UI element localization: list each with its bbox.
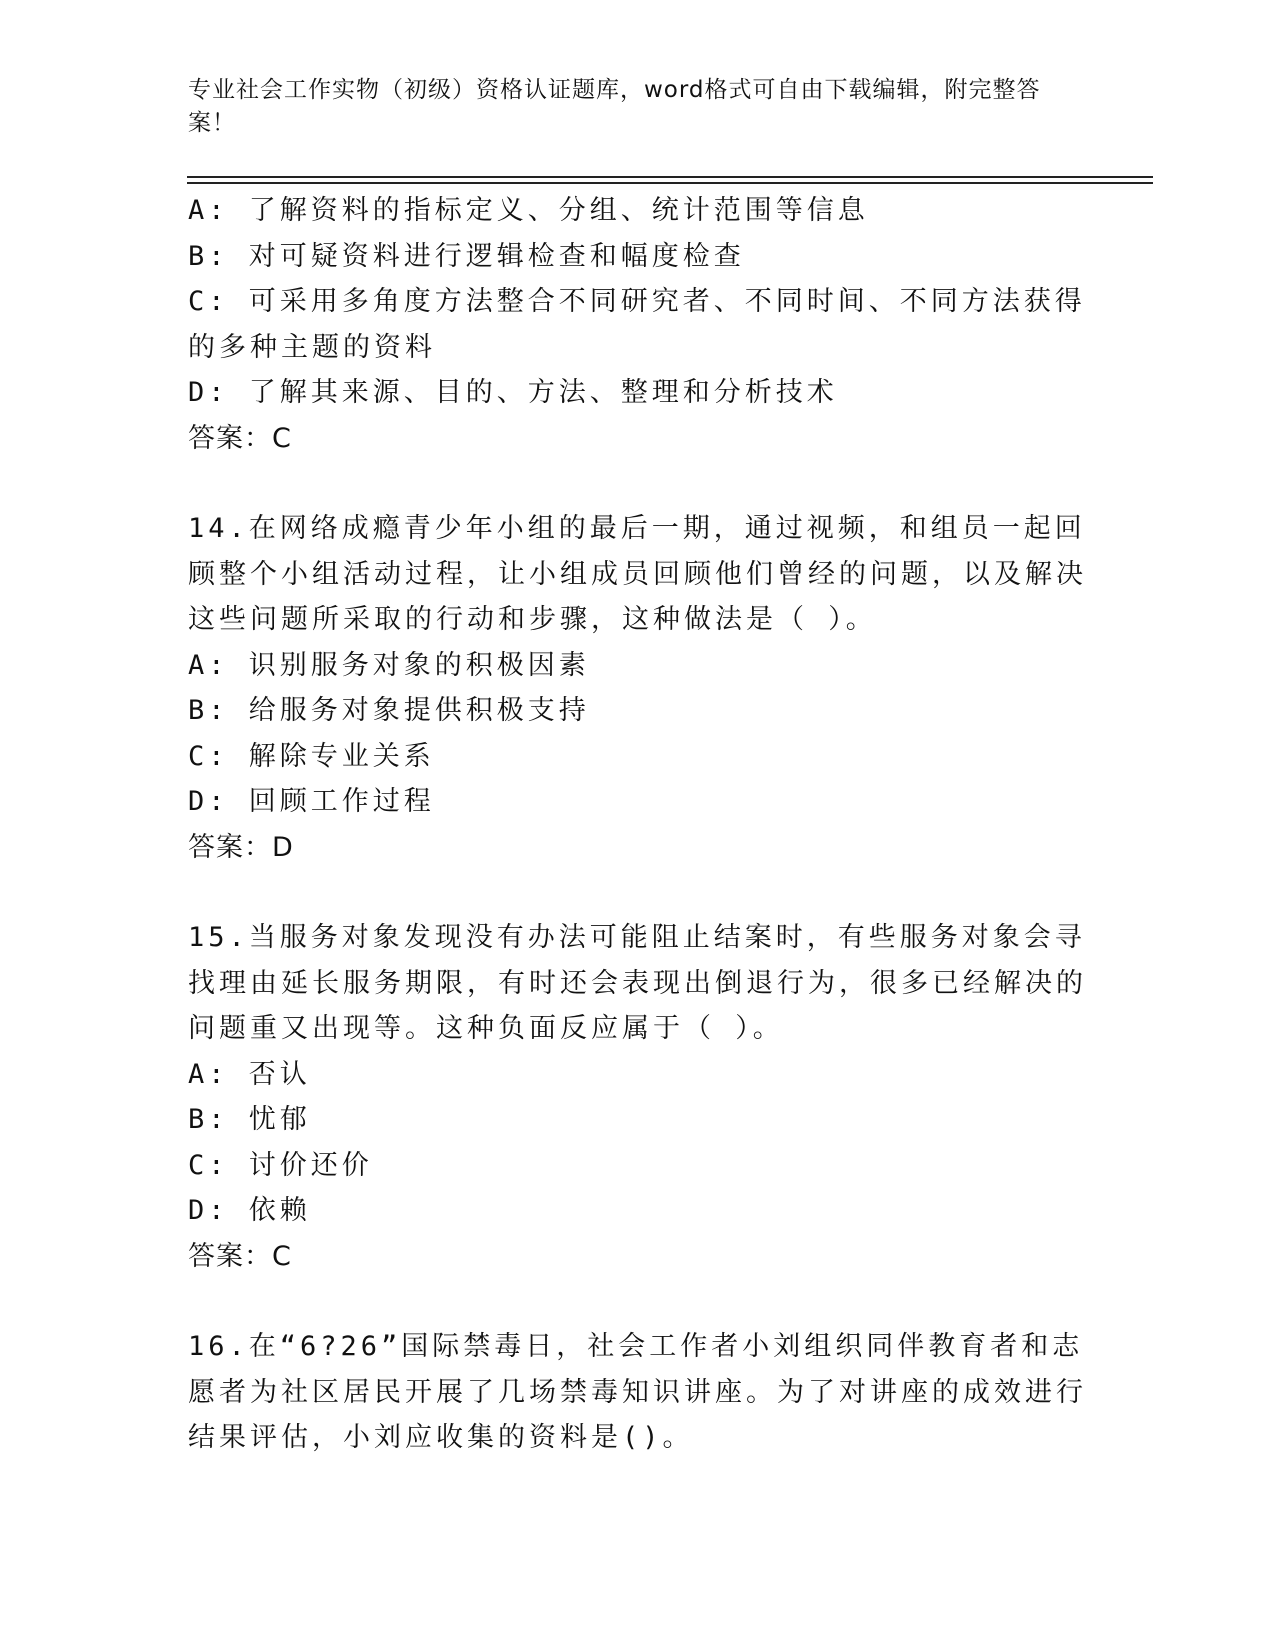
answer: 答案：D xyxy=(188,831,294,863)
option-b: B: 给服务对象提供积极支持 xyxy=(188,695,590,726)
option-d: D: 依赖 xyxy=(188,1195,311,1226)
option-c: C: 解除专业关系 xyxy=(188,740,435,772)
option-b: B: 忧郁 xyxy=(188,1104,311,1135)
question-text: 14.在网络成瘾青少年小组的最后一期，通过视频，和组员一起回顾整个小组活动过程，让小组成员回顾他们曾经的问题，以及解决这些问题所采取的行动和步骤，这种做法是（ ）。 xyxy=(188,513,1087,635)
question-16 xyxy=(188,1324,1088,1461)
header-rule-top xyxy=(187,176,1153,178)
document-header: 专业社会工作实物（初级）资格认证题库，word格式可自由下载编辑，附完整答案！ xyxy=(188,77,1041,136)
question-14 xyxy=(188,506,1088,870)
question-text: 15.当服务对象发现没有办法可能阻止结案时，有些服务对象会寻找理由延长服务期限，有时还会表现出倒退行为，很多已经解决的问题重又出现等。这种负面反应属于（ ）。 xyxy=(188,922,1087,1044)
document-body xyxy=(188,188,1088,1461)
spacer xyxy=(188,461,1088,506)
option-c: C: 可采用多角度方法整合不同研究者、不同时间、不同方法获得的多种主题的资料 xyxy=(188,286,1086,363)
option-c: C: 讨价还价 xyxy=(188,1149,373,1181)
question-13-options xyxy=(188,188,1088,461)
option-d: D: 了解其来源、目的、方法、整理和分析技术 xyxy=(188,377,838,408)
spacer xyxy=(188,870,1088,915)
spacer xyxy=(188,1279,1088,1324)
option-a: A: 否认 xyxy=(188,1058,311,1090)
option-d: D: 回顾工作过程 xyxy=(188,786,435,817)
option-b: B: 对可疑资料进行逻辑检查和幅度检查 xyxy=(188,240,745,272)
question-15 xyxy=(188,915,1088,1279)
option-a: A: 了解资料的指标定义、分组、统计范围等信息 xyxy=(188,195,869,226)
header-rule-bottom xyxy=(187,182,1153,184)
question-text: 16.在“6?26”国际禁毒日，社会工作者小刘组织同伴教育者和志愿者为社区居民开展了几场禁毒知识讲座。为了对讲座的成效进行结果评估，小刘应收集的资料是()。 xyxy=(188,1331,1087,1453)
answer: 答案：C xyxy=(188,1240,292,1272)
answer: 答案：C xyxy=(188,422,292,454)
option-a: A: 识别服务对象的积极因素 xyxy=(188,649,590,681)
